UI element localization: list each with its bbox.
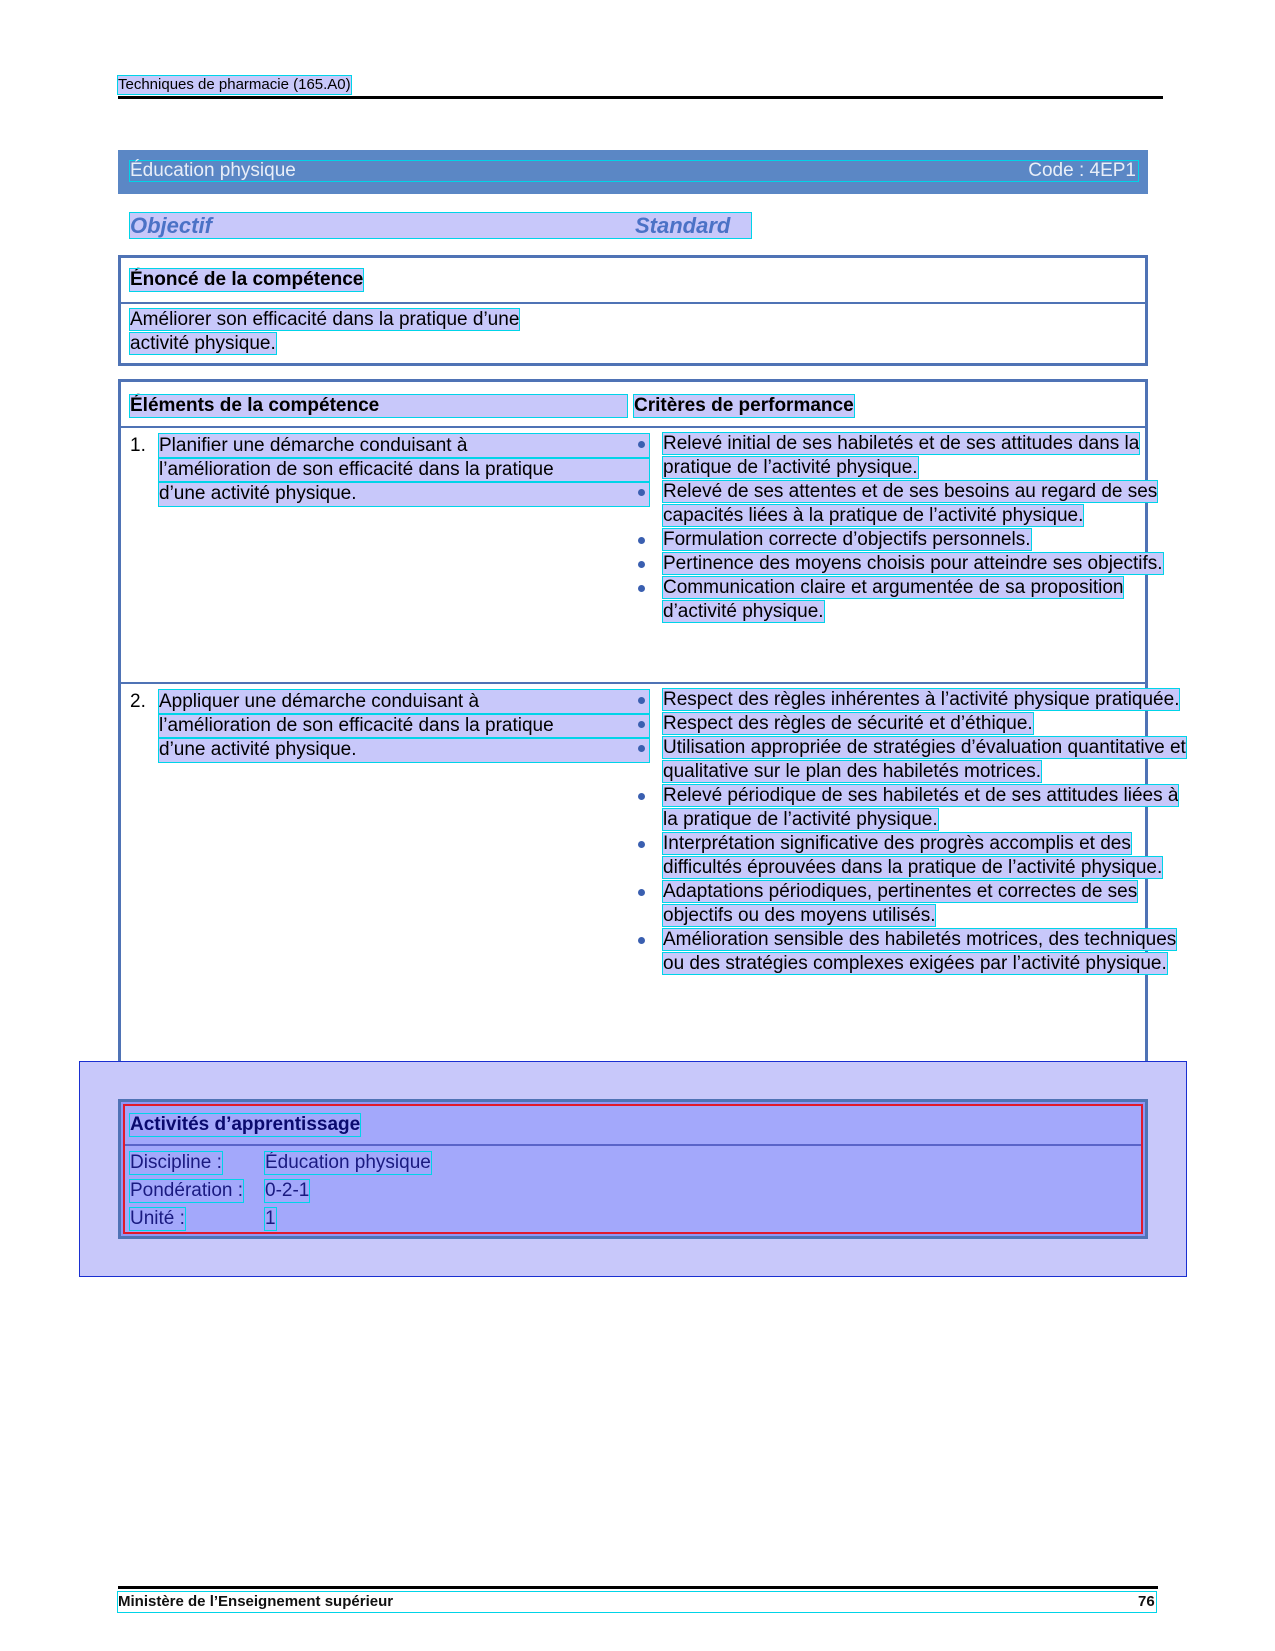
objectif-standard-row <box>130 213 751 238</box>
bullet-icon <box>638 721 645 728</box>
criteria-item <box>634 528 1189 552</box>
criteria-text: Relevé de ses attentes et de ses besoins au regard de ses capacités liées à la pratique de l’activité physique. <box>663 481 1158 526</box>
unite-value: 1 <box>265 1208 276 1229</box>
criteria-list <box>634 432 1189 624</box>
criteria-text: Formulation correcte d’objectifs personnels. <box>663 529 1031 550</box>
criteria-item <box>634 480 1189 528</box>
element-text <box>159 690 649 762</box>
ponderation-label: Pondération : <box>130 1180 244 1201</box>
criteria-item <box>634 832 1189 880</box>
criteria-text: Relevé initial de ses habiletés et de ses attitudes dans la pratique de l’activité physique. <box>663 433 1140 478</box>
element-line: d’une activité physique. <box>159 738 649 762</box>
criteria-item <box>634 552 1189 576</box>
criteria-text: Utilisation appropriée de stratégies d’évaluation quantitative et qualitative sur le plan des habiletés motrices. <box>663 737 1186 782</box>
table-header-divider <box>121 426 1145 428</box>
element-line: d’une activité physique. <box>159 482 649 506</box>
element-number: 1. <box>130 435 146 456</box>
bullet-icon <box>638 489 645 496</box>
criteria-item <box>634 784 1189 832</box>
element-line: l’amélioration de son efficacité dans la pratique <box>159 714 649 738</box>
competence-statement <box>130 308 519 356</box>
competence-box <box>118 255 1148 366</box>
competence-heading: Énoncé de la compétence <box>130 269 364 290</box>
element-text <box>159 434 649 506</box>
activities-inner <box>123 1104 1143 1234</box>
criteria-text: Interprétation significative des progrès accomplis et des difficultés éprouvées dans la pratique de l’activité physique. <box>663 833 1163 878</box>
criteria-text: Adaptations périodiques, pertinentes et correctes de ses objectifs ou des moyens utilisés. <box>663 881 1138 926</box>
footer-page-number: 76 <box>1138 1593 1155 1610</box>
objectif-heading: Objectif <box>130 213 212 238</box>
bullet-icon <box>638 441 645 448</box>
competence-line: activité physique. <box>130 333 276 354</box>
ponderation-value: 0-2-1 <box>265 1180 310 1201</box>
element-divider <box>121 682 1145 684</box>
bullet-icon <box>638 561 645 568</box>
bullet-icon <box>638 585 645 592</box>
criteria-text: Communication claire et argumentée de sa proposition d’activité physique. <box>663 577 1124 622</box>
criteria-item <box>634 712 1189 736</box>
ponderation-row <box>130 1180 330 1202</box>
course-title-bar <box>118 150 1148 194</box>
competence-divider <box>121 302 1145 304</box>
criteria-text: Pertinence des moyens choisis pour atteindre ses objectifs. <box>663 553 1163 574</box>
header-rule <box>118 96 1163 99</box>
element-line: Appliquer une démarche conduisant à <box>159 690 649 714</box>
bullet-icon <box>638 697 645 704</box>
course-title: Éducation physique <box>130 160 296 181</box>
unite-row <box>130 1208 330 1230</box>
elements-table <box>118 379 1186 1084</box>
criteria-text: Relevé périodique de ses habiletés et de ses attitudes liées à la pratique de l’activité physique. <box>663 785 1179 830</box>
criteria-item <box>634 928 1189 976</box>
criteria-item <box>634 576 1189 624</box>
element-line: l’amélioration de son efficacité dans la pratique <box>159 458 649 482</box>
element-line: Planifier une démarche conduisant à <box>159 434 649 458</box>
bullet-icon <box>638 745 645 752</box>
activities-heading: Activités d’apprentissage <box>130 1114 361 1135</box>
bullet-icon <box>638 889 645 896</box>
activities-divider <box>125 1144 1141 1146</box>
unite-label: Unité : <box>130 1208 185 1229</box>
criteria-item <box>634 736 1189 784</box>
bullet-icon <box>638 937 645 944</box>
element-number: 2. <box>130 691 146 712</box>
competence-line: Améliorer son efficacité dans la pratique d’une <box>130 309 520 330</box>
activities-box <box>118 1099 1148 1239</box>
bullet-icon <box>638 537 645 544</box>
course-title-row <box>130 161 1138 181</box>
standard-heading: Standard <box>635 213 731 238</box>
criteria-item <box>634 688 1189 712</box>
footer-ministry: Ministère de l’Enseignement supérieur <box>118 1593 394 1610</box>
criteria-item <box>634 432 1189 480</box>
footer-rule <box>118 1586 1158 1589</box>
criteria-item <box>634 880 1189 928</box>
criteria-text: Respect des règles de sécurité et d’éthique. <box>663 713 1033 734</box>
discipline-label: Discipline : <box>130 1152 222 1173</box>
criteria-text: Amélioration sensible des habiletés motrices, des techniques ou des stratégies complexes exigées par l’activité physique. <box>663 929 1177 974</box>
course-code: Code : 4EP1 <box>1028 160 1136 181</box>
criteria-text: Respect des règles inhérentes à l’activité physique pratiquée. <box>663 689 1180 710</box>
discipline-row <box>130 1152 450 1174</box>
bullet-icon <box>638 841 645 848</box>
elements-heading: Éléments de la compétence <box>130 395 627 417</box>
running-header-title: Techniques de pharmacie (165.A0) <box>118 76 351 93</box>
criteria-heading: Critères de performance <box>634 395 854 416</box>
discipline-value: Éducation physique <box>265 1152 431 1173</box>
criteria-list <box>634 688 1189 976</box>
bullet-icon <box>638 793 645 800</box>
